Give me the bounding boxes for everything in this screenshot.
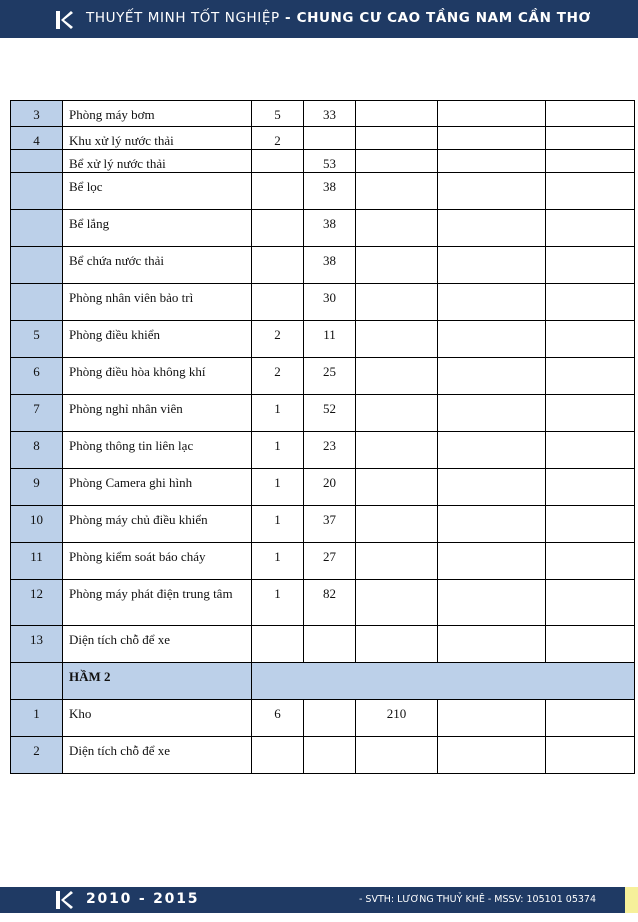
- blank-cell: [546, 358, 635, 395]
- total-cell: [356, 626, 438, 663]
- stt-cell: [11, 127, 63, 150]
- name-cell: [63, 101, 252, 127]
- name-cell: [63, 321, 252, 358]
- total-cell: [356, 321, 438, 358]
- blank-cell: [438, 127, 546, 150]
- name-cell: [63, 395, 252, 432]
- blank-cell: [546, 150, 635, 173]
- page-footer: [0, 887, 638, 913]
- table-row: [11, 395, 635, 432]
- blank-cell: [438, 150, 546, 173]
- blank-cell: [546, 580, 635, 626]
- stt-cell-text: 1: [33, 706, 40, 721]
- area-cell: [304, 150, 356, 173]
- qty-cell: [252, 626, 304, 663]
- total-cell: [356, 101, 438, 127]
- blank-cell: [438, 173, 546, 210]
- section-blank-cell: [252, 663, 635, 700]
- qty-cell-text: 2: [274, 133, 281, 148]
- qty-cell-text: [252, 626, 303, 632]
- area-cell: [304, 543, 356, 580]
- area-cell: [304, 395, 356, 432]
- name-cell-text: Phòng kiểm soát báo cháy: [69, 549, 206, 564]
- room-area-table: [10, 100, 635, 774]
- area-cell-text: 23: [323, 438, 336, 453]
- name-cell-text: Phòng máy bơm: [69, 107, 155, 122]
- stt-cell: [11, 432, 63, 469]
- qty-cell: [252, 432, 304, 469]
- blank-cell: [546, 543, 635, 580]
- table-row: [11, 700, 635, 737]
- stt-cell: [11, 321, 63, 358]
- area-cell-text: [304, 700, 355, 706]
- total-cell-text: [356, 284, 437, 290]
- qty-cell-text: 1: [274, 438, 281, 453]
- stt-cell: [11, 626, 63, 663]
- total-cell-text: [356, 506, 437, 512]
- total-cell-text: [356, 173, 437, 179]
- qty-cell-text: 1: [274, 512, 281, 527]
- total-cell-text: [356, 210, 437, 216]
- stt-cell-text: 2: [33, 743, 40, 758]
- stt-cell-text: 7: [33, 401, 40, 416]
- name-cell: [63, 543, 252, 580]
- area-cell: [304, 580, 356, 626]
- area-cell-text: 52: [323, 401, 336, 416]
- area-cell: [304, 321, 356, 358]
- name-cell: [63, 580, 252, 626]
- name-cell-text: Phòng máy chủ điều khiển: [69, 512, 208, 527]
- stt-cell: [11, 663, 63, 700]
- name-cell-text: Phòng Camera ghi hình: [69, 475, 193, 490]
- stt-cell: [11, 580, 63, 626]
- stt-cell: [11, 101, 63, 127]
- table-row: [11, 358, 635, 395]
- area-cell: [304, 173, 356, 210]
- total-cell-text: [356, 127, 437, 133]
- name-cell: [63, 469, 252, 506]
- table-row: [11, 150, 635, 173]
- qty-cell: [252, 321, 304, 358]
- qty-cell: [252, 737, 304, 774]
- area-cell: [304, 127, 356, 150]
- area-cell-text: 38: [323, 179, 336, 194]
- table-row: [11, 626, 635, 663]
- qty-cell: [252, 395, 304, 432]
- stt-cell-text: 11: [30, 549, 43, 564]
- total-cell-text: [356, 358, 437, 364]
- qty-cell: [252, 700, 304, 737]
- logo-icon: [54, 10, 74, 30]
- table-row: [11, 173, 635, 210]
- area-cell-text: 82: [323, 586, 336, 601]
- name-cell: [63, 432, 252, 469]
- name-cell: [63, 210, 252, 247]
- total-cell-text: [356, 580, 437, 586]
- qty-cell-text: 2: [274, 364, 281, 379]
- footer-accent: [625, 887, 638, 913]
- area-cell: [304, 284, 356, 321]
- total-cell: [356, 737, 438, 774]
- total-cell: [356, 432, 438, 469]
- blank-cell: [438, 321, 546, 358]
- blank-cell: [546, 247, 635, 284]
- qty-cell: [252, 469, 304, 506]
- area-cell-text: 27: [323, 549, 336, 564]
- name-cell: [63, 700, 252, 737]
- qty-cell: [252, 580, 304, 626]
- blank-cell: [546, 210, 635, 247]
- total-cell-text: [356, 737, 437, 743]
- name-cell: [63, 127, 252, 150]
- blank-cell: [546, 127, 635, 150]
- area-cell: [304, 210, 356, 247]
- name-cell: [63, 247, 252, 284]
- stt-cell: [11, 469, 63, 506]
- table-row: [11, 247, 635, 284]
- footer-student-info: - SVTH: LƯƠNG THUỶ KHÊ - MSSV: 105101 05374: [358, 894, 596, 905]
- qty-cell-text: [252, 737, 303, 743]
- table-row: [11, 432, 635, 469]
- blank-cell: [438, 284, 546, 321]
- qty-cell-text: 1: [274, 475, 281, 490]
- qty-cell-text: [252, 173, 303, 179]
- section-row: [11, 663, 635, 700]
- name-cell-text: Bể lọc: [69, 179, 103, 194]
- qty-cell-text: 6: [274, 706, 281, 721]
- blank-cell: [546, 737, 635, 774]
- name-cell-text: Phòng thông tin liên lạc: [69, 438, 194, 453]
- area-cell-text: 37: [323, 512, 336, 527]
- area-cell-text: 30: [323, 290, 336, 305]
- total-cell: [356, 543, 438, 580]
- header-title: [86, 10, 591, 26]
- total-cell: [356, 127, 438, 150]
- blank-cell: [546, 626, 635, 663]
- stt-cell-text: 6: [33, 364, 40, 379]
- stt-cell: [11, 506, 63, 543]
- stt-cell-text: 4: [33, 133, 40, 148]
- stt-cell-text: 10: [30, 512, 43, 527]
- stt-cell-text: 3: [33, 107, 40, 122]
- stt-cell: [11, 700, 63, 737]
- total-cell: [356, 210, 438, 247]
- area-cell-text: [304, 737, 355, 743]
- area-cell: [304, 432, 356, 469]
- area-cell: [304, 247, 356, 284]
- stt-cell-text: [11, 150, 62, 156]
- name-cell-text: Kho: [69, 706, 92, 721]
- section-title-text: HẦM 2: [69, 669, 111, 684]
- name-cell: [63, 737, 252, 774]
- name-cell: [63, 626, 252, 663]
- total-cell-text: [356, 432, 437, 438]
- stt-cell: [11, 395, 63, 432]
- blank-cell: [438, 247, 546, 284]
- qty-cell: [252, 210, 304, 247]
- stt-cell: [11, 150, 63, 173]
- name-cell: [63, 358, 252, 395]
- total-cell-text: [356, 247, 437, 253]
- stt-cell-text: 8: [33, 438, 40, 453]
- name-cell-text: Phòng máy phát điện trung tâm: [69, 586, 233, 601]
- blank-cell: [546, 101, 635, 127]
- blank-cell: [438, 506, 546, 543]
- name-cell-text: Phòng nhân viên bảo trì: [69, 290, 194, 305]
- total-cell-text: [356, 150, 437, 156]
- blank-cell: [546, 173, 635, 210]
- blank-cell: [438, 210, 546, 247]
- name-cell-text: Bể xử lý nước thải: [69, 156, 166, 171]
- table-row: [11, 127, 635, 150]
- stt-cell: [11, 173, 63, 210]
- qty-cell-text: [252, 284, 303, 290]
- table-row: [11, 737, 635, 774]
- blank-cell: [438, 626, 546, 663]
- blank-cell: [438, 101, 546, 127]
- area-cell-text: [304, 127, 355, 133]
- stt-cell-text: 9: [33, 475, 40, 490]
- table-row: [11, 284, 635, 321]
- stt-cell-text: [11, 173, 62, 179]
- stt-cell-text: [11, 284, 62, 290]
- name-cell-text: Phòng điều khiển: [69, 327, 160, 342]
- blank-cell: [438, 543, 546, 580]
- name-cell-text: Bể lắng: [69, 216, 110, 231]
- stt-cell-text: 5: [33, 327, 40, 342]
- qty-cell: [252, 247, 304, 284]
- total-cell: [356, 173, 438, 210]
- qty-cell: [252, 543, 304, 580]
- stt-cell-text: 12: [30, 586, 43, 601]
- stt-cell: [11, 247, 63, 284]
- stt-cell: [11, 737, 63, 774]
- total-cell: [356, 700, 438, 737]
- qty-cell: [252, 173, 304, 210]
- qty-cell-text: 5: [274, 107, 281, 122]
- blank-cell: [438, 580, 546, 626]
- blank-cell: [438, 700, 546, 737]
- stt-cell: [11, 284, 63, 321]
- stt-cell: [11, 210, 63, 247]
- area-cell: [304, 469, 356, 506]
- table-row: [11, 321, 635, 358]
- qty-cell-text: [252, 150, 303, 156]
- section-title: [63, 663, 252, 700]
- qty-cell: [252, 358, 304, 395]
- blank-cell: [546, 700, 635, 737]
- table-row: [11, 101, 635, 127]
- blank-cell: [546, 321, 635, 358]
- total-cell-text: [356, 626, 437, 632]
- blank-cell: [438, 737, 546, 774]
- name-cell-text: Diện tích chỗ để xe: [69, 632, 171, 647]
- name-cell-text: Phòng nghỉ nhân viên: [69, 401, 183, 416]
- qty-cell-text: 2: [274, 327, 281, 342]
- table-row: [11, 469, 635, 506]
- area-cell: [304, 358, 356, 395]
- total-cell: [356, 469, 438, 506]
- name-cell-text: Phòng điều hòa không khí: [69, 364, 206, 379]
- table-row: [11, 506, 635, 543]
- stt-cell: [11, 543, 63, 580]
- footer-years: 2010 - 2015: [86, 891, 200, 907]
- name-cell-text: Khu xử lý nước thải: [69, 133, 174, 148]
- area-cell-text: 11: [323, 327, 336, 342]
- stt-cell-text: [11, 247, 62, 253]
- qty-cell-text: [252, 247, 303, 253]
- name-cell: [63, 150, 252, 173]
- table-body: [11, 101, 635, 774]
- area-cell: [304, 626, 356, 663]
- blank-cell: [438, 358, 546, 395]
- blank-cell: [438, 469, 546, 506]
- total-cell-text: 210: [386, 706, 407, 721]
- blank-cell: [438, 432, 546, 469]
- area-cell-text: 38: [323, 253, 336, 268]
- area-cell: [304, 506, 356, 543]
- area-cell-text: 20: [323, 475, 336, 490]
- total-cell: [356, 580, 438, 626]
- stt-cell-text: [11, 210, 62, 216]
- name-cell: [63, 284, 252, 321]
- area-cell-text: 25: [323, 364, 336, 379]
- blank-cell: [546, 506, 635, 543]
- logo-icon: [54, 890, 74, 910]
- total-cell-text: [356, 395, 437, 401]
- area-cell-text: [304, 626, 355, 632]
- area-cell: [304, 737, 356, 774]
- qty-cell: [252, 150, 304, 173]
- area-cell: [304, 101, 356, 127]
- stt-cell-text: 13: [30, 632, 43, 647]
- blank-cell: [438, 395, 546, 432]
- total-cell-text: [356, 321, 437, 327]
- stt-cell: [11, 358, 63, 395]
- table-row: [11, 580, 635, 626]
- area-cell-text: 33: [323, 107, 336, 122]
- name-cell-text: Diện tích chỗ để xe: [69, 743, 171, 758]
- name-cell: [63, 173, 252, 210]
- page-header: [0, 0, 638, 38]
- total-cell: [356, 284, 438, 321]
- blank-cell: [546, 432, 635, 469]
- qty-cell-text: [252, 210, 303, 216]
- total-cell: [356, 506, 438, 543]
- qty-cell: [252, 284, 304, 321]
- name-cell-text: Bể chứa nước thải: [69, 253, 164, 268]
- area-cell-text: 53: [323, 156, 336, 171]
- table-row: [11, 543, 635, 580]
- total-cell-text: [356, 101, 437, 107]
- total-cell-text: [356, 543, 437, 549]
- qty-cell: [252, 101, 304, 127]
- name-cell: [63, 506, 252, 543]
- total-cell: [356, 150, 438, 173]
- header-title-part1: THUYẾT MINH TỐT NGHIỆP: [86, 10, 280, 26]
- total-cell-text: [356, 469, 437, 475]
- qty-cell-text: 1: [274, 549, 281, 564]
- table-row: [11, 210, 635, 247]
- header-title-part2: CHUNG CƯ CAO TẦNG NAM CẦN THƠ: [296, 10, 591, 26]
- qty-cell-text: 1: [274, 401, 281, 416]
- total-cell: [356, 247, 438, 284]
- blank-cell: [546, 469, 635, 506]
- qty-cell: [252, 506, 304, 543]
- qty-cell-text: 1: [274, 586, 281, 601]
- blank-cell: [546, 395, 635, 432]
- total-cell: [356, 358, 438, 395]
- area-cell: [304, 700, 356, 737]
- total-cell: [356, 395, 438, 432]
- header-separator: -: [279, 10, 297, 26]
- qty-cell: [252, 127, 304, 150]
- blank-cell: [546, 284, 635, 321]
- area-cell-text: 38: [323, 216, 336, 231]
